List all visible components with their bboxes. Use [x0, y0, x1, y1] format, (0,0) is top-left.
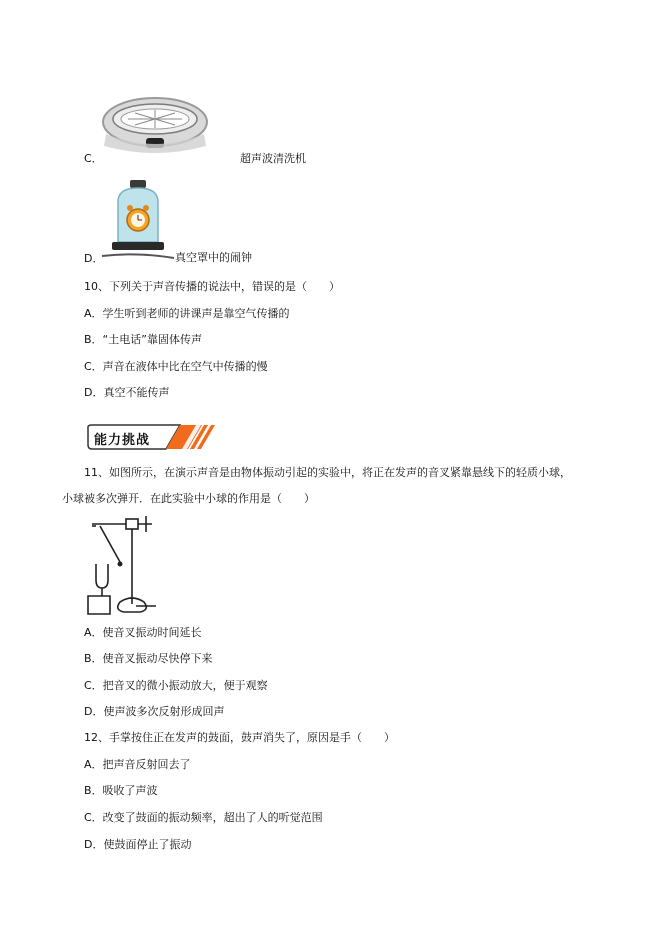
q10-option-c: C．声音在液体中比在空气中传播的慢	[84, 360, 268, 373]
q9-option-d-label: D．	[84, 252, 104, 265]
q10-option-d: D．真空不能传声	[84, 386, 170, 399]
q11-stem-line-1: 11、如图所示，在演示声音是由物体振动引起的实验中，将正在发声的音叉紧靠悬线下的轻质小球，	[84, 466, 571, 479]
q11-option-c: C．把音叉的微小振动放大，便于观察	[84, 679, 268, 692]
section-badge	[84, 423, 216, 451]
q12-option-c: C．改变了鼓面的振动频率，超出了人的听觉范围	[84, 811, 323, 824]
q12-option-d: D．使鼓面停止了振动	[84, 838, 192, 851]
section-title: 能力挑战	[94, 433, 151, 448]
q11-option-a: A．使音叉振动时间延长	[84, 626, 202, 639]
q12-option-a: A．把声音反射回去了	[84, 758, 191, 771]
tuning-fork-apparatus-image	[82, 514, 162, 616]
q11-option-d: D．使声波多次反射形成回声	[84, 705, 225, 718]
q9-option-d-caption: 真空罩中的闹钟	[175, 251, 252, 264]
q9-option-c-label: C．	[84, 152, 103, 165]
q11-option-b: B．使音叉振动尽快停下来	[84, 652, 213, 665]
q10-option-b: B．“土电话”靠固体传声	[84, 333, 202, 346]
q9-option-c-caption: 超声波清洗机	[240, 152, 306, 165]
q10-stem: 10、下列关于声音传播的说法中，错误的是（ ）	[84, 280, 340, 293]
q12-option-b: B．吸收了声波	[84, 784, 158, 797]
q12-stem: 12、手掌按住正在发声的鼓面，鼓声消失了，原因是手（ ）	[84, 731, 395, 744]
q10-option-a: A．学生听到老师的讲课声是靠空气传播的	[84, 307, 290, 320]
q11-stem-line-2: 小球被多次弹开．在此实验中小球的作用是（ ）	[62, 492, 315, 505]
ultrasonic-cleaner-image	[100, 94, 210, 156]
bell-jar-alarm-clock-image	[100, 178, 176, 264]
